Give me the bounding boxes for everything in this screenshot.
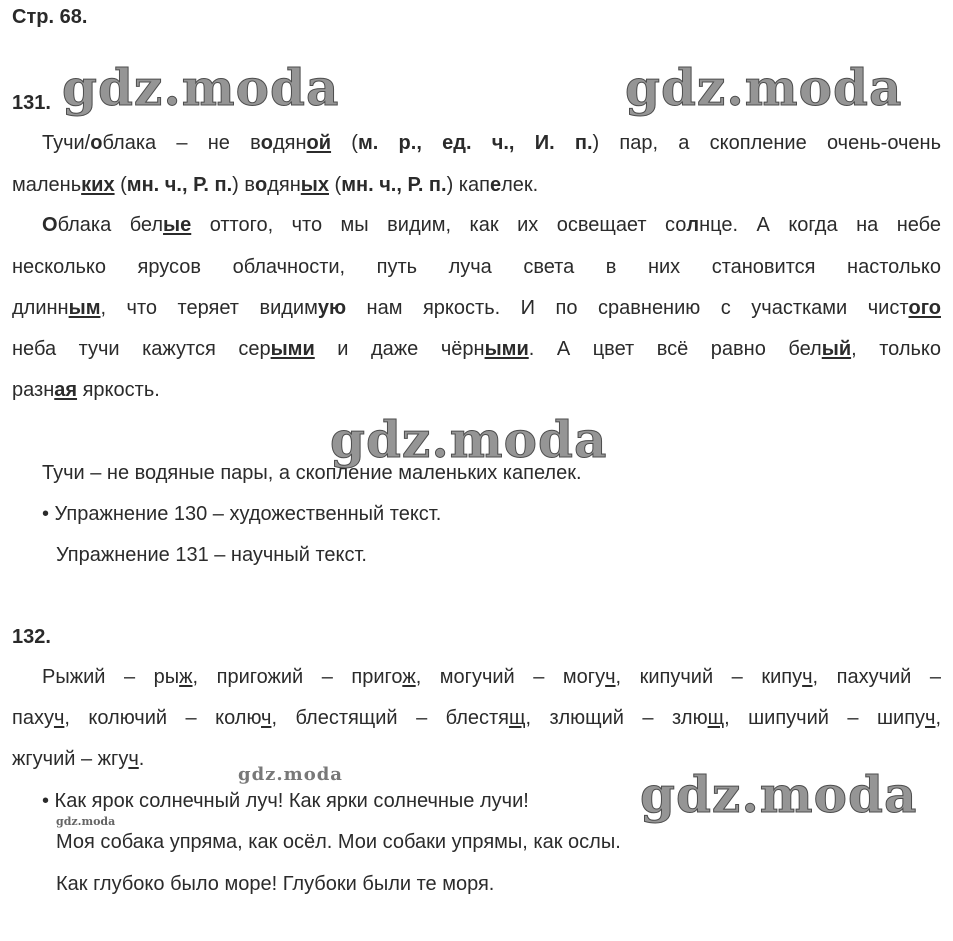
page-reference: Стр. 68. bbox=[12, 6, 88, 28]
text-line: Тучи/облака – не водяной (м. р., ед. ч., И. п.) пар, а скопление очень-очень bbox=[42, 132, 942, 154]
watermark: gdz.moda bbox=[238, 764, 343, 785]
text-line: несколько ярусов облачности, путь луча света в них становится настолько bbox=[12, 256, 941, 278]
exercise-number: 131. bbox=[12, 92, 51, 114]
watermark: gdz.moda bbox=[62, 58, 340, 117]
exercise-number: 132. bbox=[12, 626, 51, 648]
watermark: gdz.moda bbox=[330, 410, 608, 469]
text-line: жгучий – жгуч. bbox=[12, 748, 145, 770]
summary-line: Тучи – не водяные пары, а скопление маленьких капелек. bbox=[42, 462, 582, 484]
bullet-item: Упражнение 131 – научный текст. bbox=[56, 544, 367, 566]
sentence-line: Моя собака упряма, как осёл. Мои собаки упрямы, как ослы. bbox=[56, 831, 621, 853]
text-line: Облака белые оттого, что мы видим, как их освещает солнце. А когда на небе bbox=[42, 214, 941, 236]
bullet-item: • Как ярок солнечный луч! Как ярки солнечные лучи! bbox=[42, 790, 529, 812]
text-line: разная яркость. bbox=[12, 379, 160, 401]
text-line: Рыжий – рыж, пригожий – пригож, могучий – могуч, кипучий – кипуч, пахучий – bbox=[42, 666, 942, 688]
text-line: длинным, что теряет видимую нам яркость. И по сравнению с участками чистого bbox=[12, 297, 941, 319]
text-line: маленьких (мн. ч., Р. п.) водяных (мн. ч., Р. п.) капелек. bbox=[12, 174, 539, 196]
watermark: gdz.moda bbox=[640, 765, 918, 824]
text-line: пахуч, колючий – колюч, блестящий – блестящ, злющий – злющ, шипучий – шипуч, bbox=[12, 707, 942, 729]
watermark: gdz.moda bbox=[625, 58, 903, 117]
text-line: неба тучи кажутся серыми и даже чёрными. А цвет всё равно белый, только bbox=[12, 338, 942, 360]
watermark: gdz.moda bbox=[56, 815, 116, 828]
sentence-line: Как глубоко было море! Глубоки были те моря. bbox=[56, 873, 495, 895]
bullet-item: • Упражнение 130 – художественный текст. bbox=[42, 503, 442, 525]
